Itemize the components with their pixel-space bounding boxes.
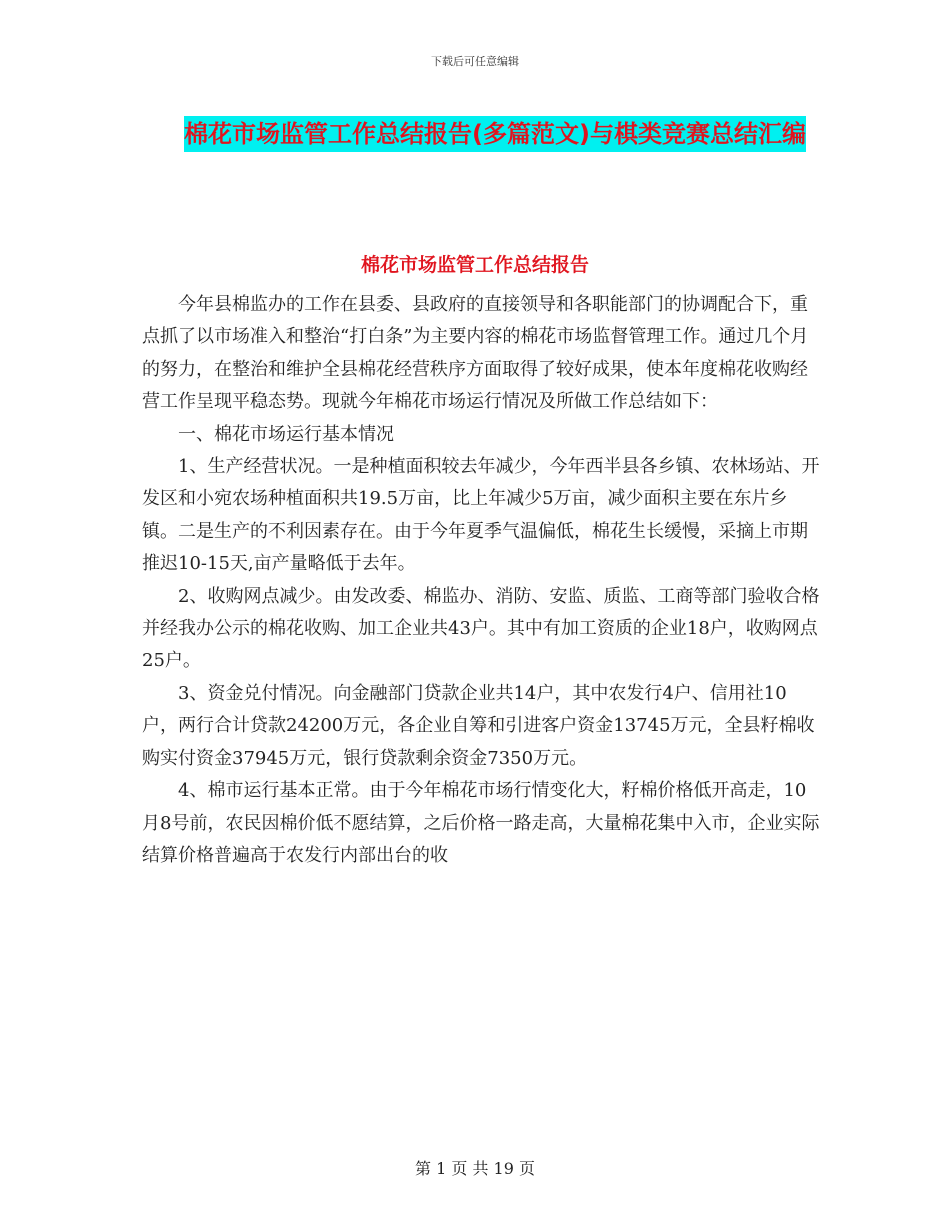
paragraph-intro: 今年县棉监办的工作在县委、县政府的直接领导和各职能部门的协调配合下，重点抓了以市场准入和整治“打白条”为主要内容的棉花市场监督管理工作。通过几个月的努力，在整治和维护全县棉花经营秩序方面取得了较好成果，使本年度棉花收购经营工作呈现平稳态势。现就今年棉花市场运行情况及所做工作总结如下：: [142, 294, 809, 413]
section-title: 棉花市场监管工作总结报告: [360, 254, 589, 276]
paragraph-production: 1、生产经营状况。一是种植面积较去年减少，今年西半县各乡镇、农林场站、开发区和小宛农场种植面积共19.5万亩，比上年减少5万亩，减少面积主要在东片乡镇。二是生产的不利因素存在。由于今年夏季气温偏低，棉花生长缓慢，采摘上市期推迟10-15天,亩产量略低于去年。: [142, 456, 820, 575]
paragraph-purchase-points: 2、收购网点减少。由发改委、棉监办、消防、安监、质监、工商等部门验收合格并经我办公示的棉花收购、加工企业共43户。其中有加工资质的企业18户，收购网点25户。: [142, 585, 820, 672]
document-title: [170, 112, 820, 156]
page-number-footer: 第 1 页 共 19 页: [415, 1159, 535, 1178]
document-title-text: 棉花市场监管工作总结报告(多篇范文)与棋类竞赛总结汇编: [184, 116, 806, 152]
paragraph-market: 4、棉市运行基本正常。由于今年棉花市场行情变化大，籽棉价格低开高走，10月8号前，农民因棉价低不愿结算，之后价格一路走高，大量棉花集中入市，企业实际结算价格普遍高于农发行内部出台的收: [142, 780, 820, 866]
paragraph-heading-1: 一、棉花市场运行基本情况: [178, 423, 394, 445]
document-body: [142, 289, 822, 872]
paragraph-funds: 3、资金兑付情况。向金融部门贷款企业共14户，其中农发行4户、信用社10户，两行合计贷款24200万元，各企业自筹和引进客户资金13745万元，全县籽棉收购实付资金37945万元，银行贷款剩余资金7350万元。: [142, 682, 815, 769]
page-header-note: 下载后可任意编辑: [431, 55, 519, 68]
